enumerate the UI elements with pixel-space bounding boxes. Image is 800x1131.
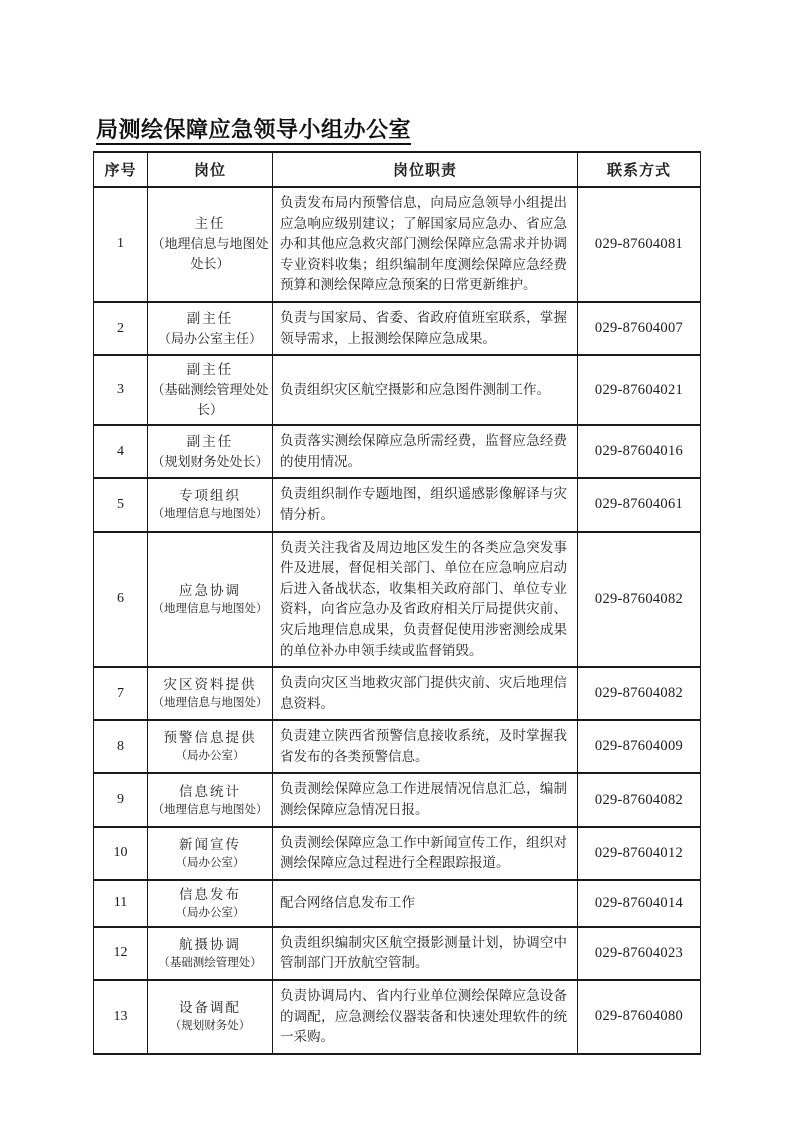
row-position-dept: （局办公室） [175, 856, 245, 869]
row-position-dept: （规划财务处处长） [151, 453, 269, 469]
row-position-dept: （局办公室） [175, 750, 245, 763]
row-position [148, 532, 273, 668]
header-contact: 联系方式 [578, 152, 701, 187]
row-no: 12 [94, 927, 148, 980]
row-duty: 负责向灾区当地救灾部门提供灾前、灾后地理信息资料。 [273, 667, 578, 720]
row-phone: 029-87604012 [578, 827, 701, 880]
row-position-dept: （局办公室） [175, 906, 245, 919]
row-phone: 029-87604082 [578, 667, 701, 720]
table-row [94, 478, 701, 531]
row-position [148, 880, 273, 927]
row-position-name: 预警信息提供 [163, 730, 257, 746]
row-no: 7 [94, 667, 148, 720]
row-duty: 负责发布局内预警信息，向局应急领导小组提出应急响应级别建议；了解国家局应急办、省应急办和其他应急救灾部门测绘保障应急需求并协调专业资料收集；组织编制年度测绘保障应急经费预算和测绘保障应急预案的日常更新维护。 [273, 187, 578, 302]
row-no: 1 [94, 187, 148, 302]
row-duty: 负责建立陕西省预警信息接收系统，及时掌握我省发布的各类预警信息。 [273, 720, 578, 773]
row-duty: 配合网络信息发布工作 [273, 880, 578, 927]
header-position: 岗位 [148, 152, 273, 187]
row-position-dept: （地理信息与地图处） [152, 602, 268, 615]
row-phone: 029-87604080 [578, 980, 701, 1054]
row-position-dept: （基础测绘管理处） [158, 956, 262, 969]
row-no: 13 [94, 980, 148, 1054]
row-no: 9 [94, 773, 148, 826]
row-position-name: 主任 [194, 216, 226, 232]
table-row [94, 667, 701, 720]
row-position [148, 827, 273, 880]
row-phone: 029-87604082 [578, 532, 701, 668]
row-position-name: 应急协调 [179, 582, 241, 598]
row-phone: 029-87604061 [578, 478, 701, 531]
row-no: 5 [94, 478, 148, 531]
row-position-name: 航摄协调 [179, 936, 241, 952]
row-position [148, 187, 273, 302]
row-position-name: 专项组织 [179, 488, 241, 504]
row-position-name: 副主任 [186, 362, 234, 378]
row-position [148, 927, 273, 980]
row-position-name: 新闻宣传 [179, 836, 241, 852]
table-row [94, 827, 701, 880]
row-duty: 负责测绘保障应急工作进展情况信息汇总，编制测绘保障应急情况日报。 [273, 773, 578, 826]
table-row [94, 720, 701, 773]
row-position-dept: （基础测绘管理处处长） [151, 382, 269, 418]
row-position-dept: （地理信息与地图处） [152, 803, 268, 816]
duty-table [93, 151, 701, 1055]
header-duty: 岗位职责 [273, 152, 578, 187]
table-row [94, 532, 701, 668]
row-duty: 负责组织编制灾区航空摄影测量计划，协调空中管制部门开放航空管制。 [273, 927, 578, 980]
row-position-name: 信息发布 [179, 886, 241, 902]
row-position-name: 副主任 [186, 310, 234, 326]
row-no: 10 [94, 827, 148, 880]
table-row [94, 425, 701, 478]
row-duty: 负责测绘保障应急工作中新闻宣传工作，组织对测绘保障应急过程进行全程跟踪报道。 [273, 827, 578, 880]
row-phone: 029-87604009 [578, 720, 701, 773]
table-row [94, 880, 701, 927]
row-no: 8 [94, 720, 148, 773]
row-no: 3 [94, 355, 148, 425]
row-phone: 029-87604082 [578, 773, 701, 826]
row-duty: 负责关注我省及周边地区发生的各类应急突发事件及进展，督促相关部门、单位在应急响应启动后进入备战状态，收集相关政府部门、单位专业资料，向省应急办及省政府相关厅局提供灾前、灾后地理信息成果，负责督促使用涉密测绘成果的单位补办申领手续或监督销毁。 [273, 532, 578, 668]
row-phone: 029-87604016 [578, 425, 701, 478]
row-position-dept: （地理信息与地图处） [152, 508, 268, 521]
row-position-name: 信息统计 [179, 783, 241, 799]
row-position-dept: （地理信息与地图处） [152, 697, 268, 710]
table-row [94, 355, 701, 425]
table-header [94, 152, 701, 187]
table-row [94, 980, 701, 1054]
row-phone: 029-87604023 [578, 927, 701, 980]
row-no: 4 [94, 425, 148, 478]
row-position [148, 773, 273, 826]
row-position [148, 720, 273, 773]
row-position-name: 副主任 [186, 433, 234, 449]
table-row [94, 302, 701, 355]
row-phone: 029-87604021 [578, 355, 701, 425]
row-position [148, 980, 273, 1054]
table-row [94, 927, 701, 980]
row-duty: 负责与国家局、省委、省政府值班室联系，掌握领导需求，上报测绘保障应急成果。 [273, 302, 578, 355]
row-position [148, 478, 273, 531]
row-position [148, 425, 273, 478]
table-row [94, 187, 701, 302]
row-duty: 负责协调局内、省内行业单位测绘保障应急设备的调配，应急测绘仪器装备和快速处理软件的统一采购。 [273, 980, 578, 1054]
row-phone: 029-87604014 [578, 880, 701, 927]
row-position-dept: （规划财务处） [169, 1020, 251, 1033]
table-row [94, 773, 701, 826]
row-no: 11 [94, 880, 148, 927]
row-position [148, 355, 273, 425]
row-position-name: 灾区资料提供 [163, 677, 257, 693]
row-duty: 负责组织制作专题地图，组织遥感影像解译与灾情分析。 [273, 478, 578, 531]
row-position-dept: （地理信息与地图处处长） [151, 236, 269, 272]
table-body [94, 187, 701, 1054]
row-position [148, 302, 273, 355]
header-no: 序号 [94, 152, 148, 187]
row-duty: 负责落实测绘保障应急所需经费，监督应急经费的使用情况。 [273, 425, 578, 478]
row-phone: 029-87604081 [578, 187, 701, 302]
page-title: 局测绘保障应急领导小组办公室 [96, 118, 411, 145]
row-phone: 029-87604007 [578, 302, 701, 355]
row-no: 6 [94, 532, 148, 668]
row-position [148, 667, 273, 720]
row-position-dept: （局办公室主任） [157, 330, 262, 346]
row-duty: 负责组织灾区航空摄影和应急图件测制工作。 [273, 355, 578, 425]
row-position-name: 设备调配 [179, 1000, 241, 1016]
row-no: 2 [94, 302, 148, 355]
